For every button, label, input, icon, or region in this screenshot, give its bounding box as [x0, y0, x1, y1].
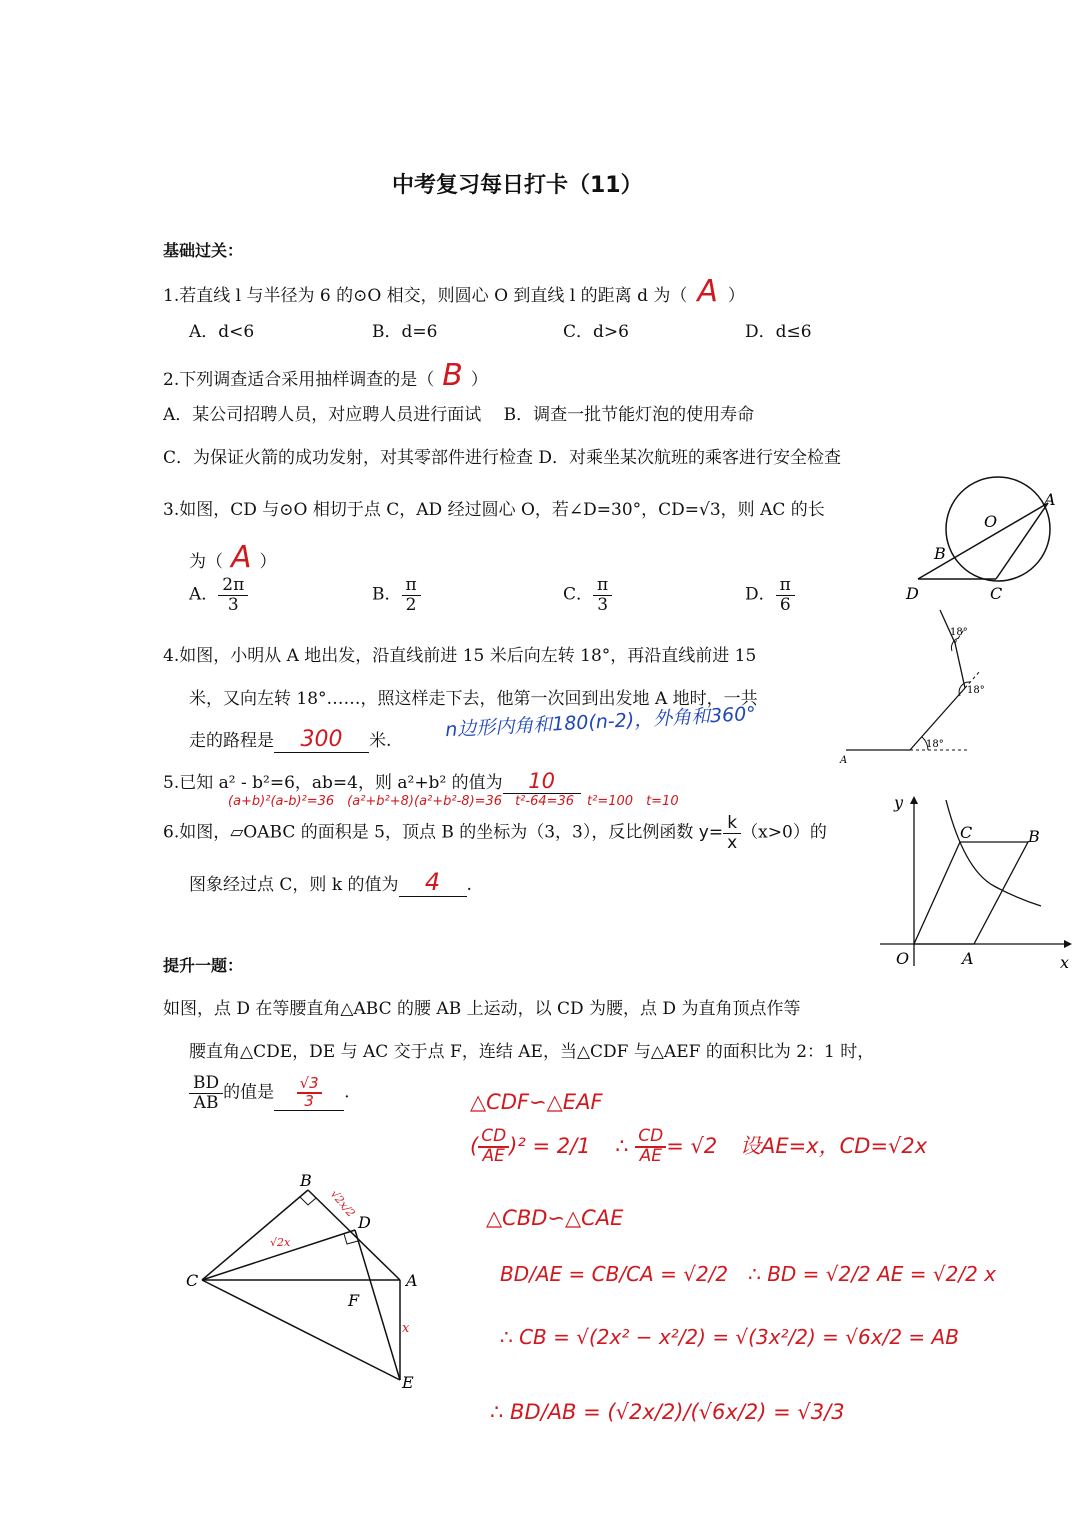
work-line2-open: ( [470, 1133, 479, 1158]
q1-option-d: D．d≤6 [745, 322, 812, 342]
adv-line-de [355, 1230, 400, 1380]
q3-option-c-num: π [593, 576, 612, 596]
q6-label-a: A [962, 949, 974, 968]
work-line2-let: 设AE=x，CD=√2x [739, 1133, 928, 1158]
q2-answer: B [442, 358, 463, 393]
adv-mark-bd: √2x/2 [327, 1187, 358, 1220]
work-line4: BD/AE = CB/CA = √2/2 ∴ BD = √2/2 AE = √2/2 x [500, 1262, 997, 1286]
q6-line2-post: . [466, 875, 472, 895]
adv-line3 [189, 1074, 350, 1112]
q6-label-o: O [896, 949, 910, 968]
section-advanced-heading: 提升一题： [163, 956, 244, 975]
q4-segment-3 [955, 643, 965, 688]
q6-line2-pre: 图象经过点 C，则 k 的值为 [189, 875, 399, 895]
adv-suffix: 的值是 [223, 1082, 275, 1103]
q2-close: ） [470, 370, 488, 390]
q2-stem-text: 2.下列调查适合采用抽样调查的是（ [163, 370, 435, 390]
adv-frac-den: AB [193, 1092, 219, 1113]
q3-option-b-den: 2 [405, 594, 417, 615]
q6-coordinate-figure [876, 790, 1071, 975]
work-line2-therefore: ∴ [615, 1133, 629, 1158]
q6-line2 [189, 868, 472, 897]
q1-stem [163, 274, 745, 309]
q3-stem2-text: 为（ [189, 552, 223, 572]
adv-line-ba [308, 1187, 400, 1280]
q3-option-c [563, 576, 612, 614]
adv-frac-num: BD [189, 1074, 223, 1094]
q3-option-d-den: 6 [779, 594, 791, 615]
q4-label-a: A [840, 755, 848, 766]
adv-label-b: B [300, 1171, 312, 1190]
q3-option-c-den: 3 [597, 594, 609, 615]
q4-handwritten-note: n边形内角和180(n-2)，外角和360° [444, 702, 757, 742]
q3-label-o: O [984, 512, 998, 531]
q1-option-a: A．d<6 [189, 322, 255, 342]
q3-answer: A [231, 540, 252, 575]
q6-label-y: y [894, 793, 904, 812]
q6-label-x: x [1060, 953, 1070, 972]
q3-stem2 [189, 540, 277, 575]
q6-hyperbola [946, 800, 1041, 906]
q3-label-c: C [990, 584, 1003, 603]
work-line2-num: CD [478, 1128, 509, 1148]
adv-answer-num: √3 [297, 1076, 322, 1094]
q6-y-arrow [910, 796, 918, 804]
adv-label-f: F [348, 1291, 360, 1310]
q3-close: ） [259, 552, 277, 572]
q4-line3-pre: 走的路程是 [189, 731, 274, 751]
q1-option-c: C．d>6 [563, 322, 629, 342]
adv-mark-ae: x [402, 1321, 410, 1336]
q3-circle-figure [900, 475, 1060, 605]
q3-option-a-num: 2π [218, 576, 248, 596]
q3-option-a-den: 3 [227, 594, 239, 615]
work-line2b-rest: = √2 [666, 1133, 718, 1158]
work-line2b-den: AE [639, 1145, 662, 1166]
q5-answer: 10 [528, 769, 556, 793]
q2-stem [163, 358, 488, 393]
q3-option-d-label: D． [745, 584, 776, 605]
q3-option-b-num: π [402, 576, 421, 596]
q4-line1: 4.如图，小明从 A 地出发，沿直线前进 15 米后向左转 18°，再沿直线前进 15 [163, 646, 757, 666]
q1-answer: A [697, 274, 718, 309]
work-line6: ∴ BD/AB = (√2x/2)/(√6x/2) = √3/3 [490, 1400, 845, 1424]
q3-circle [946, 477, 1050, 581]
q6-stem-text: 6.如图，▱OABC 的面积是 5，顶点 B 的坐标为（3，3），反比例函数 [163, 822, 694, 843]
adv-label-e: E [402, 1373, 414, 1392]
q4-line3-post: 米. [369, 731, 392, 751]
q6-formula-lhs: y= [698, 822, 724, 843]
adv-label-d: D [358, 1213, 371, 1232]
q3-line-da [918, 503, 1048, 579]
q4-line2: 米，又向左转 18°……，照这样走下去，他第一次回到出发地 A 地时，一共 [189, 689, 758, 709]
adv-line2: 腰直角△CDE，DE 与 AC 交于点 F，连结 AE，当△CDF 与△AEF 的面积比为 2：1 时， [189, 1042, 875, 1062]
q3-label-b: B [934, 544, 946, 563]
q3-option-a-label: A． [189, 584, 219, 605]
q4-line3 [189, 726, 391, 753]
adv-line-ce [202, 1280, 400, 1380]
work-line5: ∴ CB = √(2x² − x²/2) = √(3x²/2) = √6x/2 = AB [500, 1325, 959, 1349]
q3-option-d-num: π [776, 576, 795, 596]
q4-label-angle-2: 18° [967, 685, 985, 696]
adv-line-cb [202, 1190, 308, 1280]
adv-end: . [344, 1082, 350, 1103]
q4-walk-figure [840, 608, 990, 768]
q4-label-angle-3: 18° [950, 627, 968, 638]
q3-option-a [189, 576, 248, 614]
adv-label-c: C [186, 1271, 199, 1290]
q1-stem-text: 1.若直线 l 与半径为 6 的⊙O 相交，则圆心 O 到直线 l 的距离 d 为（ [163, 286, 688, 306]
q6-stem [163, 814, 827, 852]
work-line1: △CDF∽△EAF [470, 1090, 603, 1114]
q6-formula-cond: （x>0）的 [741, 822, 827, 843]
q2-options-line2: C．为保证火箭的成功发射，对其零部件进行检查 D．对乘坐某次航班的乘客进行安全检查 [163, 448, 842, 468]
adv-line1: 如图，点 D 在等腰直角△ABC 的腰 AB 上运动，以 CD 为腰，点 D 为直角顶点作等 [163, 999, 801, 1019]
section-basic-heading: 基础过关： [163, 241, 244, 260]
q3-option-b-label: B． [372, 584, 402, 605]
q6-formula-den: x [727, 832, 738, 853]
q6-formula-num: k [723, 814, 741, 834]
q3-stem: 3.如图，CD 与⊙O 相切于点 C，AD 经过圆心 O，若∠D=30°，CD=√3，则 AC 的长 [163, 500, 825, 520]
q3-option-c-label: C． [563, 584, 594, 605]
adv-label-a: A [406, 1271, 418, 1290]
work-line2 [470, 1128, 927, 1166]
q1-close: ） [727, 286, 745, 306]
q6-x-arrow [1064, 940, 1072, 948]
q3-option-d [745, 576, 795, 614]
work-line2-den: AE [482, 1145, 505, 1166]
adv-mark-cd: √2x [270, 1236, 291, 1249]
q6-label-c: C [960, 823, 973, 842]
q3-label-a: A [1044, 490, 1056, 509]
q6-parallelogram [914, 842, 1028, 944]
adv-right-angle-b [300, 1197, 316, 1205]
q6-answer: 4 [424, 868, 441, 896]
q2-options-line1: A．某公司招聘人员，对应聘人员进行面试 B．调查一批节能灯泡的使用寿命 [163, 405, 755, 425]
adv-triangle-figure [180, 1168, 430, 1398]
work-line3: △CBD∽△CAE [486, 1206, 624, 1230]
q5-stem-text: 5.已知 a² - b²=6，ab=4，则 a²+b² 的值为 [163, 773, 503, 793]
adv-answer-den: 3 [304, 1092, 314, 1111]
q6-label-b: B [1028, 827, 1040, 846]
q3-line-ca [996, 503, 1048, 579]
q3-label-d: D [906, 584, 919, 603]
work-line2-rest: )² = 2/1 [509, 1133, 591, 1158]
q4-label-angle-1: 18° [926, 739, 944, 750]
q1-option-b: B．d=6 [372, 322, 438, 342]
work-line2b-num: CD [635, 1128, 666, 1148]
q5-handwritten-work: (a+b)²(a-b)²=36 (a²+b²+8)(a²+b²-8)=36 t²-64=36 t²=100 t=10 [228, 794, 679, 809]
q3-option-b [372, 576, 421, 614]
q4-answer: 300 [300, 727, 343, 752]
page-title: 中考复习每日打卡（11） [392, 173, 643, 198]
